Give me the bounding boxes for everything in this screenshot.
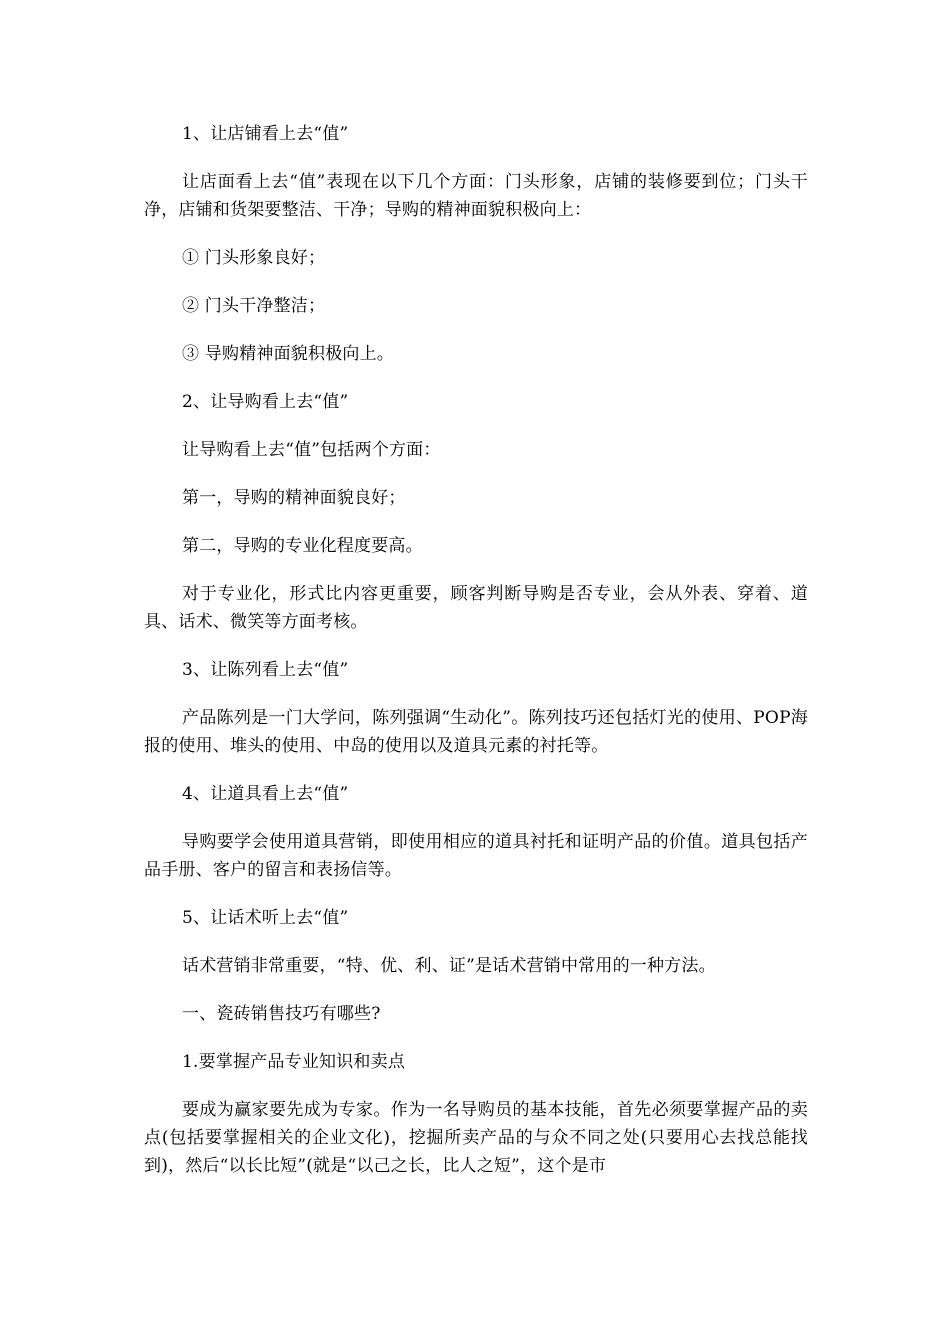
paragraph: 产品陈列是一门大学问，陈列强调“生动化”。陈列技巧还包括灯光的使用、POP海报的使用、堆头的使用、中岛的使用以及道具元素的衬托等。 [144,708,808,756]
section-heading-2: 2、让导购看上去“值” [182,392,349,412]
section-heading-1: 1、让店铺看上去“值” [182,124,349,144]
paragraph: 让店面看上去“值”表现在以下几个方面：门头形象，店铺的装修要到位；门头干净，店铺和货架要整洁、干净；导购的精神面貌积极向上： [144,172,808,220]
paragraph: 导购要学会使用道具营销，即使用相应的道具衬托和证明产品的价值。道具包括产品手册、客户的留言和表扬信等。 [144,832,808,880]
list-item: 第一，导购的精神面貌良好； [182,488,406,508]
list-item: ③ 导购精神面貌积极向上。 [182,344,395,364]
paragraph: 话术营销非常重要，“特、优、利、证”是话术营销中常用的一种方法。 [182,956,716,976]
list-item: ① 门头形象良好； [182,248,326,268]
chapter-heading: 一、瓷砖销售技巧有哪些? [182,1004,381,1024]
section-heading-5: 5、让话术听上去“值” [182,908,349,928]
list-item: 第二，导购的专业化程度要高。 [182,536,423,556]
section-heading-4: 4、让道具看上去“值” [182,784,349,804]
paragraph: 让导购看上去“值”包括两个方面： [182,440,441,460]
paragraph: 要成为赢家要先成为专家。作为一名导购员的基本技能，首先必须要掌握产品的卖点(包括要掌握相关的企业文化)，挖掘所卖产品的与众不同之处(只要用心去找总能找到)，然后“以长比短”(就是“以己之长，比人之短”，这个是市 [144,1100,808,1176]
document-body [144,120,808,1200]
section-heading-3: 3、让陈列看上去“值” [182,660,349,680]
list-item: ② 门头干净整洁； [182,296,326,316]
subsection-heading: 1.要掌握产品专业知识和卖点 [182,1052,406,1072]
paragraph: 对于专业化，形式比内容更重要，顾客判断导购是否专业，会从外表、穿着、道具、话术、微笑等方面考核。 [144,584,808,632]
